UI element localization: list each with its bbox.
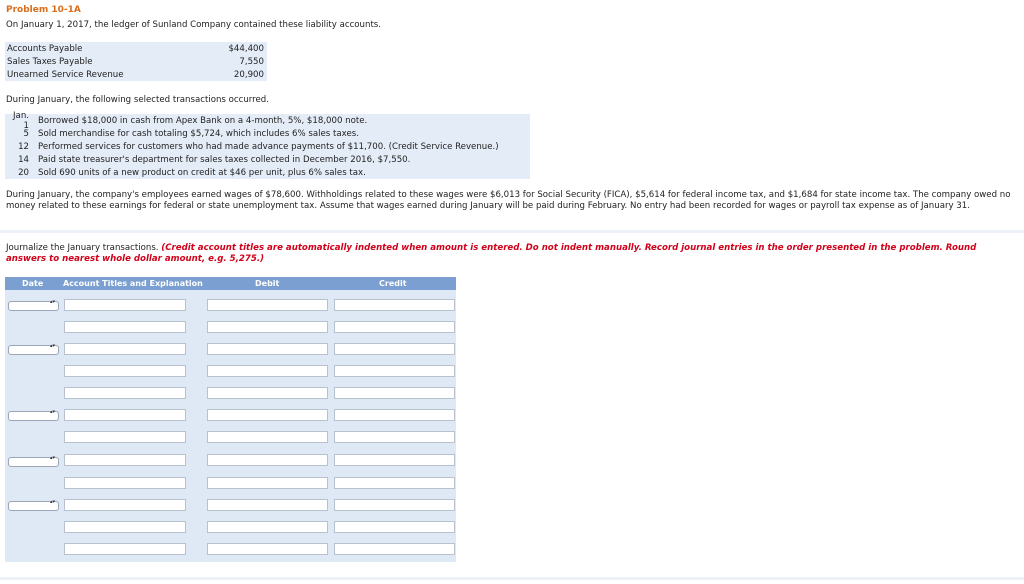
debit-input[interactable] <box>207 321 328 333</box>
transaction-text: Borrowed $18,000 in cash from Apex Bank on a 4-month, 5%, $18,000 note. <box>38 115 368 126</box>
account-input[interactable] <box>64 365 186 377</box>
credit-input[interactable] <box>334 409 455 421</box>
account-input[interactable] <box>64 521 186 533</box>
debit-column-header: Debit <box>255 279 280 288</box>
transaction-row <box>5 140 530 153</box>
section-divider <box>0 577 1024 580</box>
ledger-account: Unearned Service Revenue <box>7 69 124 80</box>
transaction-date: 14 <box>18 154 29 165</box>
section-divider <box>0 230 1024 233</box>
credit-input[interactable] <box>334 387 455 399</box>
account-input[interactable] <box>64 543 186 555</box>
credit-column-header: Credit <box>379 279 407 288</box>
debit-input[interactable] <box>207 431 328 443</box>
transaction-date: 20 <box>18 167 29 178</box>
date-select[interactable] <box>8 457 59 467</box>
credit-input[interactable] <box>334 365 455 377</box>
account-column-header: Account Titles and Explanation <box>63 279 203 288</box>
debit-input[interactable] <box>207 299 328 311</box>
ledger-amount: 7,550 <box>239 56 264 67</box>
journal-table <box>5 277 456 562</box>
date-select[interactable] <box>8 345 59 355</box>
transaction-date: 12 <box>18 141 29 152</box>
transaction-row <box>5 153 530 166</box>
transaction-date: Jan. 1 <box>13 110 29 131</box>
wages-text: During January, the company's employees earned wages of $78,600. Withholdings related to these wages were $6,013 for Social Security (FICA), $5,614 for federal income tax, and $1,684 for state income tax. The company owed no money related to these earnings for federal or state unemployment tax. Assume that wages earned during January will be paid during February. No entry had been recorded for wages or payroll tax expense as of January 31. <box>6 190 1011 211</box>
ledger-amount: 20,900 <box>233 69 264 80</box>
instruction-text: Journalize the January transactions. <box>6 243 159 253</box>
transaction-text: Sold merchandise for cash totaling $5,724, which includes 6% sales taxes. <box>38 128 359 139</box>
ledger-account: Sales Taxes Payable <box>7 56 93 67</box>
intro-text: On January 1, 2017, the ledger of Sunland Company contained these liability accounts. <box>6 20 382 30</box>
account-input[interactable] <box>64 409 186 421</box>
debit-input[interactable] <box>207 343 328 355</box>
debit-input[interactable] <box>207 409 328 421</box>
credit-input[interactable] <box>334 454 455 466</box>
credit-input[interactable] <box>334 343 455 355</box>
ledger-row <box>5 42 267 55</box>
debit-input[interactable] <box>207 454 328 466</box>
transaction-text: Paid state treasurer's department for sales taxes collected in December 2016, $7,550. <box>38 154 411 165</box>
debit-input[interactable] <box>207 521 328 533</box>
account-input[interactable] <box>64 431 186 443</box>
instruction-note: (Credit account titles are automatically indented when amount is entered. Do not indent manually. Record journal entries in the order presented in the problem. Round answers to nearest whole dollar amount, e.g. 5,275.) <box>6 243 977 264</box>
debit-input[interactable] <box>207 477 328 489</box>
date-select[interactable] <box>8 301 59 311</box>
account-input[interactable] <box>64 387 186 399</box>
account-input[interactable] <box>64 477 186 489</box>
credit-input[interactable] <box>334 543 455 555</box>
during-text: During January, the following selected transactions occurred. <box>6 95 269 105</box>
credit-input[interactable] <box>334 299 455 311</box>
ledger-row <box>5 55 267 68</box>
journal-header <box>5 277 456 290</box>
account-input[interactable] <box>64 499 186 511</box>
credit-input[interactable] <box>334 499 455 511</box>
date-column-header: Date <box>22 279 44 288</box>
transactions-table <box>5 110 530 179</box>
transaction-row <box>5 127 530 140</box>
debit-input[interactable] <box>207 499 328 511</box>
ledger-amount: $44,400 <box>228 43 264 54</box>
ledger-table <box>5 42 267 81</box>
credit-input[interactable] <box>334 477 455 489</box>
debit-input[interactable] <box>207 365 328 377</box>
transaction-row <box>5 166 530 179</box>
ledger-row <box>5 68 267 81</box>
account-input[interactable] <box>64 321 186 333</box>
date-select[interactable] <box>8 411 59 421</box>
account-input[interactable] <box>64 454 186 466</box>
transaction-date: 5 <box>23 128 29 139</box>
problem-title: Problem 10-1A <box>6 5 81 15</box>
ledger-account: Accounts Payable <box>7 43 83 54</box>
date-select[interactable] <box>8 501 59 511</box>
credit-input[interactable] <box>334 321 455 333</box>
debit-input[interactable] <box>207 543 328 555</box>
credit-input[interactable] <box>334 521 455 533</box>
transaction-row <box>5 110 530 131</box>
account-input[interactable] <box>64 299 186 311</box>
credit-input[interactable] <box>334 431 455 443</box>
transaction-text: Sold 690 units of a new product on credit at $46 per unit, plus 6% sales tax. <box>38 167 366 178</box>
instructions <box>6 243 1016 265</box>
transaction-text: Performed services for customers who had made advance payments of $11,700. (Credit Service Revenue.) <box>38 141 499 152</box>
account-input[interactable] <box>64 343 186 355</box>
debit-input[interactable] <box>207 387 328 399</box>
